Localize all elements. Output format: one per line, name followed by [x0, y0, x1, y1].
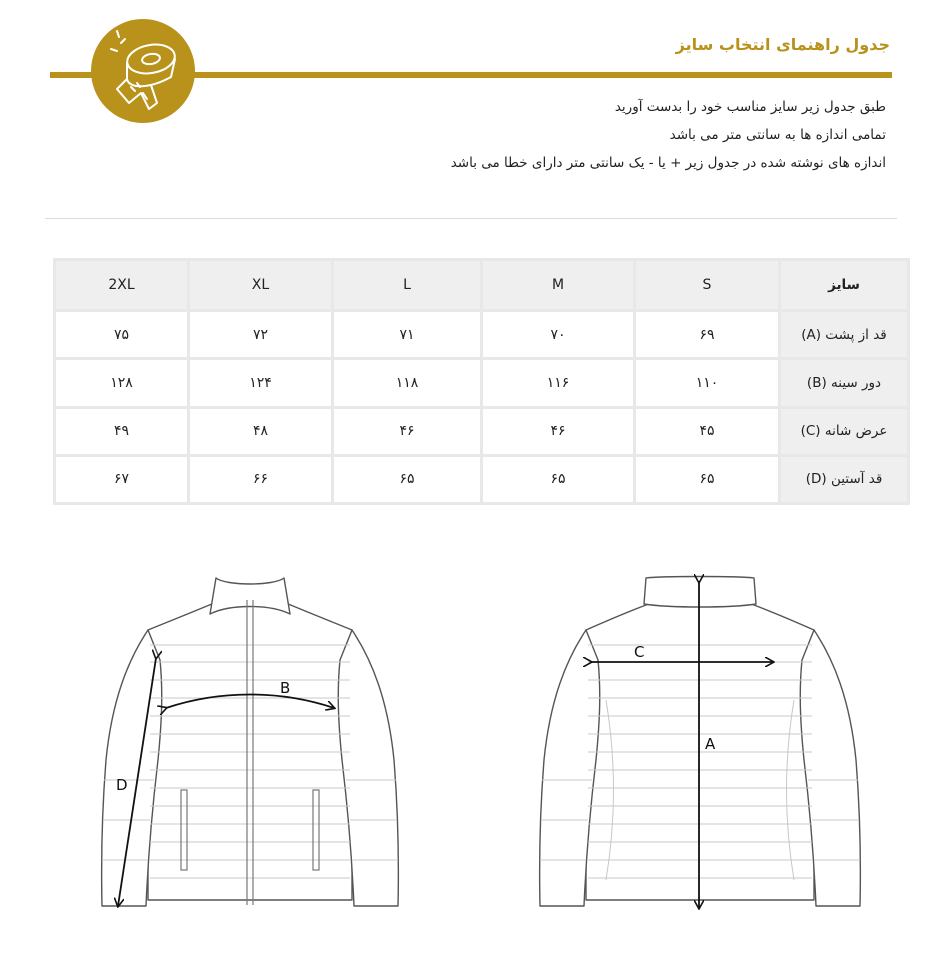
measuring-tape-icon [91, 19, 195, 123]
instructions [451, 93, 886, 177]
table-cell: ۶۵ [333, 455, 482, 503]
jacket-back-view [540, 577, 861, 909]
size-col-header: XL [189, 260, 333, 311]
table-row [55, 359, 909, 407]
table-cell: ۶۵ [482, 455, 635, 503]
table-cell: ۷۲ [189, 311, 333, 359]
size-col-header: S [635, 260, 780, 311]
table-cell: ۶۵ [635, 455, 780, 503]
size-col-header: L [333, 260, 482, 311]
table-cell: ۴۵ [635, 407, 780, 455]
instruction-line: تمامی اندازه ها به سانتی متر می باشد [669, 127, 886, 143]
jacket-diagrams [0, 560, 942, 920]
row-label: دور سینه (B) [780, 359, 909, 407]
jacket-front-view [102, 578, 399, 906]
table-cell: ۱۲۴ [189, 359, 333, 407]
divider [45, 218, 897, 219]
size-table [53, 258, 910, 505]
table-cell: ۶۹ [635, 311, 780, 359]
table-row [55, 311, 909, 359]
page-title: جدول راهنمای انتخاب سایز [675, 35, 890, 54]
table-row [55, 455, 909, 503]
table-row [55, 407, 909, 455]
table-cell: ۴۶ [333, 407, 482, 455]
table-cell: ۱۲۸ [55, 359, 189, 407]
size-corner-header: سایز [780, 260, 909, 311]
table-cell: ۱۱۸ [333, 359, 482, 407]
table-cell: ۴۸ [189, 407, 333, 455]
size-col-header: 2XL [55, 260, 189, 311]
row-label: قد آستین (D) [780, 455, 909, 503]
label-a: A [705, 735, 716, 753]
table-header-row [55, 260, 909, 311]
table-cell: ۱۱۰ [635, 359, 780, 407]
measuring-tape-badge [91, 19, 195, 123]
label-d: D [116, 776, 128, 794]
table-cell: ۷۱ [333, 311, 482, 359]
size-col-header: M [482, 260, 635, 311]
row-label: عرض شانه (C) [780, 407, 909, 455]
label-c: C [634, 643, 645, 661]
instruction-line: طبق جدول زیر سایز مناسب خود را بدست آورید [614, 99, 886, 115]
instruction-line: اندازه های نوشته شده در جدول زیر + یا - یک سانتی متر دارای خطا می باشد [450, 155, 886, 171]
table-cell: ۱۱۶ [482, 359, 635, 407]
row-label: قد از پشت (A) [780, 311, 909, 359]
table-cell: ۴۶ [482, 407, 635, 455]
table-cell: ۶۶ [189, 455, 333, 503]
label-b: B [280, 679, 291, 697]
table-cell: ۶۷ [55, 455, 189, 503]
table-cell: ۷۵ [55, 311, 189, 359]
table-cell: ۴۹ [55, 407, 189, 455]
table-cell: ۷۰ [482, 311, 635, 359]
